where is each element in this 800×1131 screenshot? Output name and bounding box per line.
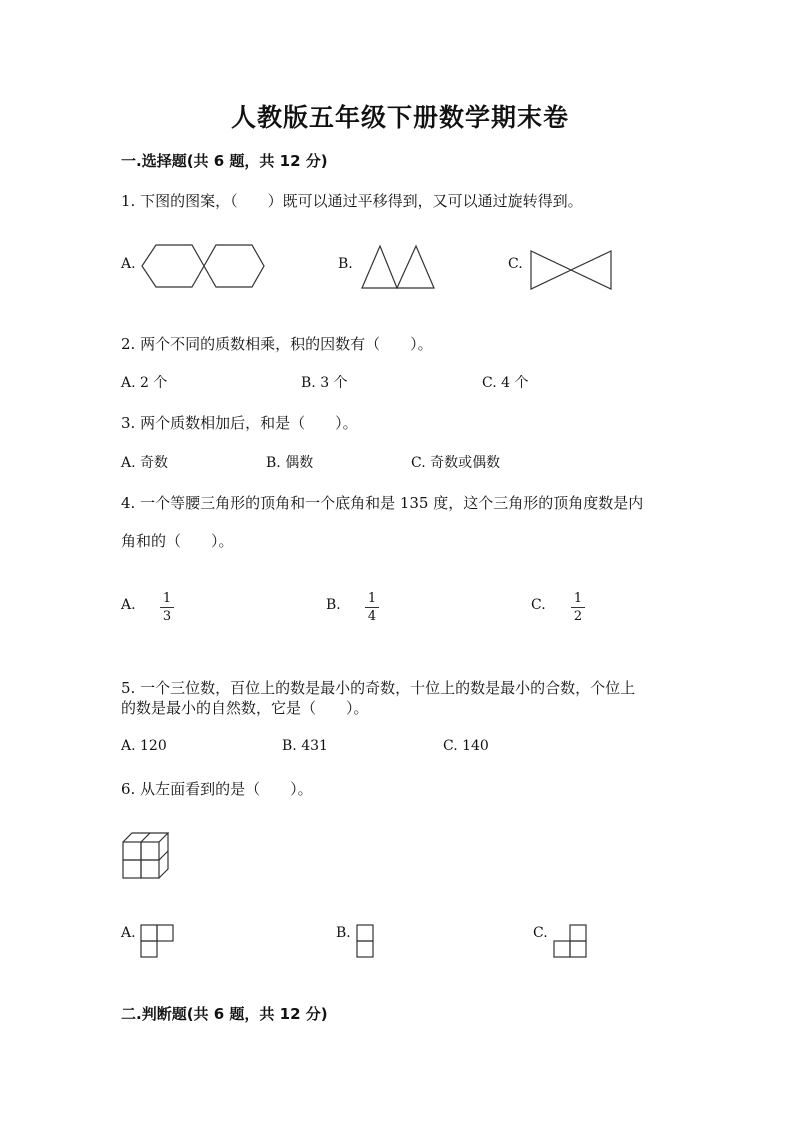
q1-option-a-label: A. [121,256,136,272]
q4-option-b-fraction [365,591,379,624]
fraction-bar [365,607,379,608]
q1-option-b-label: B. [338,256,353,272]
question-4-text-line1: 4. 一个等腰三角形的顶角和一个底角和是 135 度，这个三角形的顶角度数是内 [121,494,644,512]
q2-option-c: C. 4 个 [482,375,529,391]
q2-option-b: B. 3 个 [301,375,348,391]
q6-option-c-label: C. [533,925,548,941]
q4-option-c-fraction [571,591,585,624]
q1-option-c-label: C. [508,256,523,272]
q6-option-b-view [356,924,374,958]
q1-option-b-figure-two-triangles [360,243,436,289]
section-heading-choice: 一.选择题(共 6 题，共 12 分) [121,152,328,170]
q4-option-a-fraction [160,591,174,624]
question-3-text: 3. 两个质数相加后，和是（ ）。 [121,414,358,432]
fraction-denominator: 3 [162,609,172,624]
fraction-bar [571,607,585,608]
q1-option-a-figure-two-hexagons [140,243,266,289]
fraction-numerator: 1 [162,591,172,606]
question-5-text-line1: 5. 一个三位数，百位上的数是最小的奇数，十位上的数是最小的合数，个位上 [121,679,636,697]
q5-option-c: C. 140 [443,738,489,754]
question-1-text: 1. 下图的图案，（ ）既可以通过平移得到，又可以通过旋转得到。 [121,192,583,210]
question-6-text: 6. 从左面看到的是（ ）。 [121,780,313,798]
q4-option-b-label: B. [326,597,341,613]
q4-option-a-label: A. [121,597,136,613]
q6-cube-stack-figure [122,832,170,880]
q1-option-c-figure-bowtie [529,249,613,291]
fraction-denominator: 4 [367,609,377,624]
q6-option-a-label: A. [121,925,136,941]
q6-option-b-label: B. [336,925,351,941]
fraction-denominator: 2 [573,609,583,624]
fraction-numerator: 1 [573,591,583,606]
q4-option-c-label: C. [531,597,546,613]
page-title: 人教版五年级下册数学期末卷 [230,103,569,132]
fraction-bar [160,607,174,608]
q5-option-a: A. 120 [121,738,167,754]
question-5-text-line2: 的数是最小的自然数，它是（ ）。 [121,699,369,717]
fraction-numerator: 1 [367,591,377,606]
q3-option-b: B. 偶数 [266,455,314,471]
q5-option-b: B. 431 [282,738,328,754]
q6-option-c-view [553,924,587,958]
q2-option-a: A. 2 个 [121,375,168,391]
question-4-text-line2: 角和的（ ）。 [121,532,234,550]
q6-option-a-view [140,924,174,958]
q3-option-c: C. 奇数或偶数 [411,455,501,471]
section-heading-true-false: 二.判断题(共 6 题，共 12 分) [121,1005,328,1023]
question-2-text: 2. 两个不同的质数相乘，积的因数有（ ）。 [121,335,433,353]
q3-option-a: A. 奇数 [121,455,169,471]
